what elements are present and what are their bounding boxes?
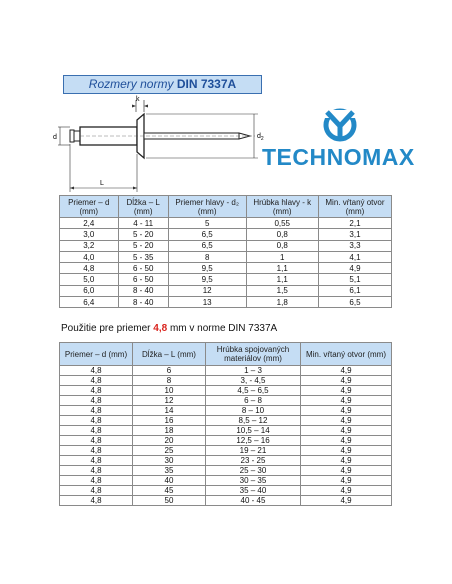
table-row [60, 396, 392, 406]
table-cell: 9,5 [168, 263, 246, 274]
table-row [60, 285, 392, 296]
table-cell: 4,1 [318, 251, 391, 262]
col-min-hole: Min. vŕtaný otvor (mm) [318, 196, 391, 218]
table-cell: 8 - 40 [118, 285, 168, 296]
table-row [60, 240, 392, 251]
usage-highlight: 4,8 [153, 323, 168, 334]
table-cell: 6 - 50 [118, 274, 168, 285]
table-cell: 6 - 50 [118, 263, 168, 274]
col-head-thickness: Hrúbka hlavy - k (mm) [246, 196, 318, 218]
table-cell: 14 [133, 406, 206, 416]
logo-mark-icon [308, 106, 378, 146]
table-cell: 1 – 3 [206, 366, 301, 376]
table-cell: 3,1 [318, 229, 391, 240]
table-cell: 4,9 [301, 376, 392, 386]
table-row [60, 476, 392, 486]
table-cell: 4,9 [301, 496, 392, 506]
table-cell: 3, - 4,5 [206, 376, 301, 386]
col-min-hole: Min. vŕtaný otvor (mm) [301, 343, 392, 366]
table-cell: 23 - 25 [206, 456, 301, 466]
table-cell: 0,8 [246, 229, 318, 240]
col-length: Dĺžka – L (mm) [133, 343, 206, 366]
table-cell: 0,8 [246, 240, 318, 251]
table-header-row [60, 343, 392, 366]
table-cell: 1,5 [246, 285, 318, 296]
table-cell: 6,4 [60, 297, 119, 308]
table-cell: 8 – 10 [206, 406, 301, 416]
table-row [60, 406, 392, 416]
table-cell: 16 [133, 416, 206, 426]
table-cell: 4 - 11 [118, 218, 168, 229]
table-cell: 4,0 [60, 251, 119, 262]
table-cell: 1 [246, 251, 318, 262]
label-d2-sub: 2 [260, 136, 264, 142]
table-cell: 5 - 20 [118, 229, 168, 240]
logo-wordmark: TECHNOMAX [262, 144, 415, 170]
table-cell: 19 – 21 [206, 446, 301, 456]
usage-suffix: mm v norme DIN 7337A [167, 323, 278, 334]
table-cell: 4,9 [301, 406, 392, 416]
col-diameter: Priemer – d (mm) [60, 196, 119, 218]
table-cell: 4,9 [318, 263, 391, 274]
table-cell: 4,8 [60, 476, 133, 486]
table-row [60, 436, 392, 446]
table-cell: 6,5 [168, 229, 246, 240]
table-cell: 10,5 – 14 [206, 426, 301, 436]
table-cell: 8 [168, 251, 246, 262]
table-row [60, 466, 392, 476]
label-L: L [100, 180, 104, 187]
table-cell: 6,5 [318, 297, 391, 308]
table-cell: 4,8 [60, 376, 133, 386]
table-cell: 6 – 8 [206, 396, 301, 406]
table-header-row [60, 196, 392, 218]
col-material-thickness: Hrúbka spojovaných materiálov (mm) [206, 343, 301, 366]
table-cell: 12 [133, 396, 206, 406]
table-cell: 4,9 [301, 396, 392, 406]
table-cell: 4,8 [60, 486, 133, 496]
table-cell: 4,9 [301, 466, 392, 476]
table-cell: 1,1 [246, 274, 318, 285]
table-cell: 35 [133, 466, 206, 476]
usage-prefix: Použitie pre priemer [61, 323, 154, 334]
table-row [60, 218, 392, 229]
table-row [60, 496, 392, 506]
table-cell: 6,1 [318, 285, 391, 296]
table-cell: 6,0 [60, 285, 119, 296]
table-cell: 5 [168, 218, 246, 229]
table-row [60, 416, 392, 426]
table-cell: 12 [168, 285, 246, 296]
table-cell: 2,4 [60, 218, 119, 229]
table-row [60, 456, 392, 466]
table-cell: 4,9 [301, 486, 392, 496]
table-cell: 18 [133, 426, 206, 436]
table-cell: 40 [133, 476, 206, 486]
table-cell: 9,5 [168, 274, 246, 285]
table-cell: 50 [133, 496, 206, 506]
table-cell: 20 [133, 436, 206, 446]
table-row [60, 251, 392, 262]
table-cell: 4,8 [60, 436, 133, 446]
label-d: d [53, 134, 57, 141]
table-cell: 4,8 [60, 406, 133, 416]
table-cell: 8,5 – 12 [206, 416, 301, 426]
rivet-diagram [50, 92, 280, 196]
title-italic: Rozmery normy [88, 77, 174, 91]
col-length: Dĺžka – L (mm) [118, 196, 168, 218]
table-cell: 40 - 45 [206, 496, 301, 506]
table-cell: 5,1 [318, 274, 391, 285]
table-cell: 4,8 [60, 446, 133, 456]
table-cell: 6,5 [168, 240, 246, 251]
table-row [60, 263, 392, 274]
table-cell: 10 [133, 386, 206, 396]
col-head-diameter: Priemer hlavy - d₂ (mm) [168, 196, 246, 218]
table-cell: 3,3 [318, 240, 391, 251]
table-cell: 5 - 35 [118, 251, 168, 262]
table-cell: 2,1 [318, 218, 391, 229]
table-cell: 5 - 20 [118, 240, 168, 251]
table-cell: 4,9 [301, 386, 392, 396]
table-row [60, 376, 392, 386]
table-cell: 30 [133, 456, 206, 466]
table-cell: 4,8 [60, 396, 133, 406]
table-cell: 4,8 [60, 496, 133, 506]
table-cell: 4,9 [301, 456, 392, 466]
usage-table [59, 342, 392, 506]
table-cell: 4,9 [301, 366, 392, 376]
table-cell: 4,8 [60, 426, 133, 436]
table-cell: 4,8 [60, 263, 119, 274]
table-cell: 4,5 – 6,5 [206, 386, 301, 396]
table-row [60, 386, 392, 396]
table-cell: 6 [133, 366, 206, 376]
technomax-logo [258, 106, 448, 174]
table-cell: 25 – 30 [206, 466, 301, 476]
table-cell: 35 – 40 [206, 486, 301, 496]
table-cell: 4,9 [301, 416, 392, 426]
table-row [60, 426, 392, 436]
table-row [60, 274, 392, 285]
table-cell: 1,8 [246, 297, 318, 308]
table-row [60, 229, 392, 240]
table-cell: 4,8 [60, 456, 133, 466]
title-bold: DIN 7337A [176, 77, 237, 91]
table-cell: 13 [168, 297, 246, 308]
table-row [60, 366, 392, 376]
table-cell: 0,55 [246, 218, 318, 229]
table-cell: 12,5 – 16 [206, 436, 301, 446]
table-cell: 4,9 [301, 426, 392, 436]
table-cell: 4,9 [301, 436, 392, 446]
col-diameter: Priemer – d (mm) [60, 343, 133, 366]
table-cell: 45 [133, 486, 206, 496]
table-cell: 4,9 [301, 446, 392, 456]
table-cell: 3,2 [60, 240, 119, 251]
table-cell: 5,0 [60, 274, 119, 285]
table-cell: 25 [133, 446, 206, 456]
table-cell: 1,1 [246, 263, 318, 274]
table-cell: 4,8 [60, 366, 133, 376]
table-cell: 30 – 35 [206, 476, 301, 486]
dimensions-table [59, 195, 392, 308]
usage-heading [61, 323, 277, 334]
table-cell: 4,8 [60, 466, 133, 476]
label-d2: d [257, 133, 261, 140]
table-cell: 4,9 [301, 476, 392, 486]
table-cell: 4,8 [60, 416, 133, 426]
label-k: k [136, 96, 140, 103]
table-cell: 8 - 40 [118, 297, 168, 308]
table-cell: 4,8 [60, 386, 133, 396]
table-row [60, 297, 392, 308]
table-cell: 8 [133, 376, 206, 386]
table-row [60, 446, 392, 456]
table-cell: 3,0 [60, 229, 119, 240]
table-row [60, 486, 392, 496]
